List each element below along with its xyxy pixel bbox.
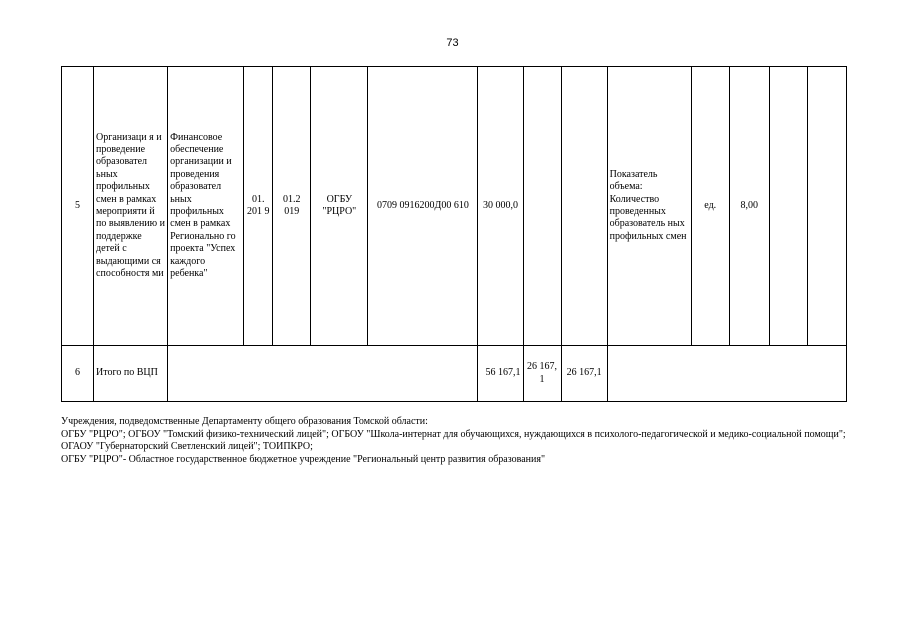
table-row (62, 67, 847, 346)
empty-cell (769, 67, 807, 346)
year2-amount-cell: 26 167,1 (561, 346, 607, 402)
total-label-cell: Итого по ВЦП (94, 346, 168, 402)
row-number: 5 (62, 67, 94, 346)
empty-cell (523, 67, 561, 346)
page-number: 73 (446, 37, 459, 49)
end-date-cell: 01.2 019 (273, 67, 311, 346)
start-date-cell: 01. 201 9 (244, 67, 273, 346)
footnote-line: ОГБУ "РЦРО"; ОГБОУ "Томский физико-технический лицей"; ОГБОУ "Школа-интернат для обучающихся, нуждающихся в психолого-педагогической и медико-социальной помощи"; ОГАОУ "Губернаторский Светленский лицей"; ТОИПКРО; (61, 428, 846, 452)
footnote-line: ОГБУ "РЦРО"- Областное государственное бюджетное учреждение "Региональный центр развития образования" (61, 453, 546, 465)
event-name-cell: Организаци я и проведение образовател ьных профильных смен в рамках мероприяти й по выявлению и поддержке детей с выдающими ся способностя ми (94, 67, 168, 346)
value-cell: 8,00 (729, 67, 769, 346)
executor-cell: ОГБУ "РЦРО" (311, 67, 368, 346)
program-table (61, 66, 847, 402)
unit-cell: ед. (691, 67, 729, 346)
footnotes (61, 416, 871, 466)
row-number: 6 (62, 346, 94, 402)
empty-merged-cell (607, 346, 846, 402)
total-amount-cell: 56 167,1 (478, 346, 523, 402)
result-cell: Финансовое обеспечение организации и проведения образовател ьных профильных смен в рамках Регионально го проекта "Успех каждого ребенка" (168, 67, 244, 346)
year1-amount-cell: 26 167, 1 (523, 346, 561, 402)
budget-code-cell: 0709 0916200Д00 610 (368, 67, 478, 346)
amount-cell: 30 000,0 (478, 67, 523, 346)
empty-cell (807, 67, 846, 346)
empty-merged-cell (168, 346, 478, 402)
indicator-cell: Показатель объема: Количество проведенных образователь ных профильных смен (607, 67, 691, 346)
footnote-line: Учреждения, подведомственные Департаменту общего образования Томской области: (61, 416, 428, 427)
table-row (62, 346, 847, 402)
empty-cell (561, 67, 607, 346)
